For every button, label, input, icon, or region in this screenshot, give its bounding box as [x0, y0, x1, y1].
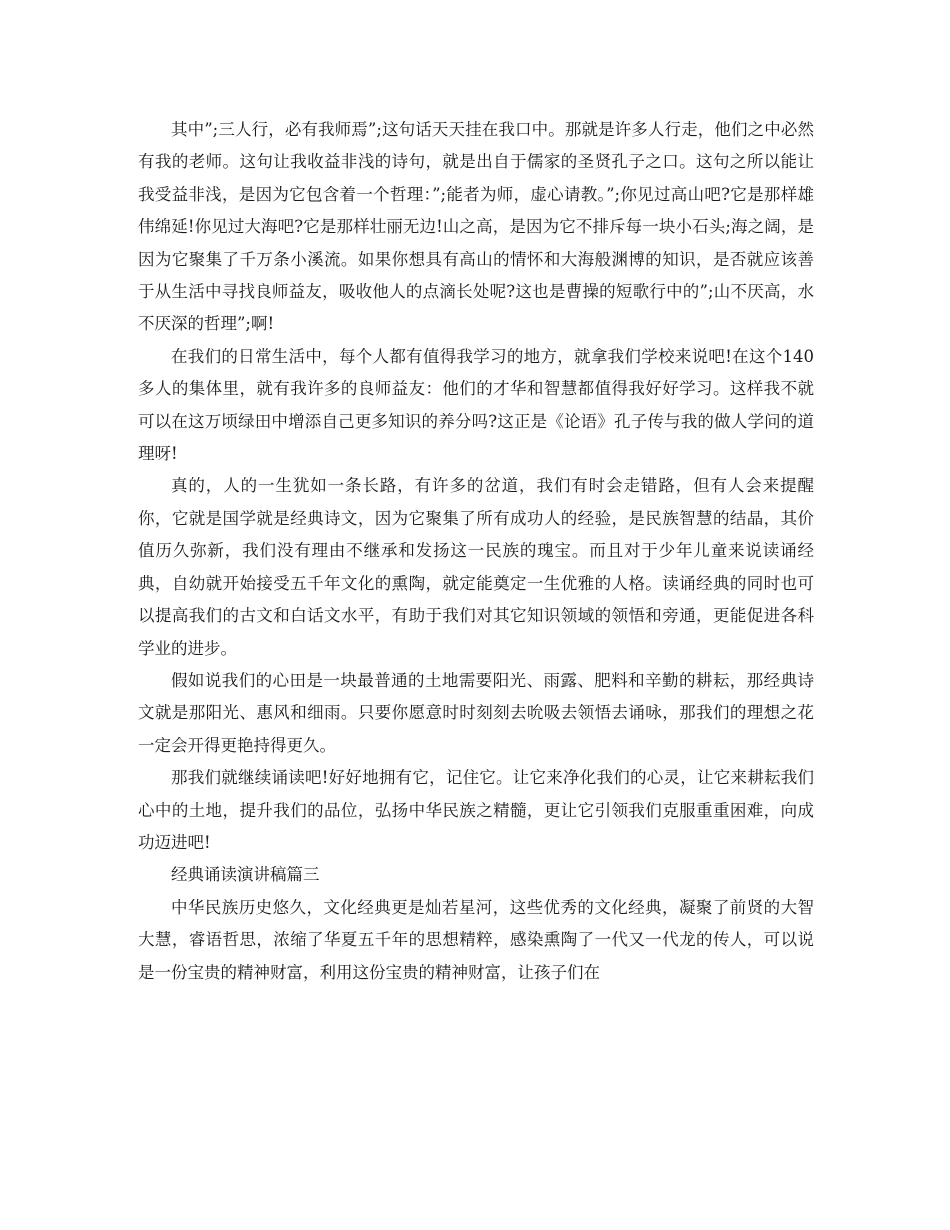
section-title: 经典诵读演讲稿篇三: [171, 865, 320, 885]
paragraph-1: 其中”;三人行，必有我师焉”;这句话天天挂在我口中。那就是许多人行走，他们之中必然有我的老师。这句让我收益非浅的诗句，就是出自于儒家的圣贤孔子之口。这句之所以能让我受益非浅，是因为它包含着一个哲理：”;能者为师，虚心请教。”;你见过高山吧?它是那样雄伟绵延!你见过大海吧?它是那样壮丽无边!山之高，是因为它不排斥每一块小石头;海之阔，是因为它聚集了千万条小溪流。如果你想具有高山的情怀和大海般渊博的知识，是否就应该善于从生活中寻找良师益友，吸收他人的点滴长处呢?这也是曹操的短歌行中的”;山不厌高，水不厌深的哲理”;啊!: [138, 120, 814, 334]
paragraph-4: 假如说我们的心田是一块最普通的土地需要阳光、雨露、肥料和辛勤的耕耘，那经典诗文就是那阳光、惠风和细雨。只要你愿意时时刻刻去吮吸去领悟去诵咏，那我们的理想之花一定会开得更艳持得更久。: [138, 670, 814, 755]
paragraph-3: 真的，人的一生犹如一条长路，有许多的岔道，我们有时会走错路，但有人会来提醒你，它就是国学就是经典诗文，因为它聚集了所有成功人的经验，是民族智慧的结晶，其价值历久弥新，我们没有理由不继承和发扬这一民族的瑰宝。而且对于少年儿童来说读诵经典，自幼就开始接受五千年文化的熏陶，就定能奠定一生优雅的人格。读诵经典的同时也可以提高我们的古文和白话文水平，有助于我们对其它知识领域的领悟和旁通，更能促进各科学业的进步。: [138, 476, 814, 658]
paragraph-2: 在我们的日常生活中，每个人都有值得我学习的地方，就拿我们学校来说吧!在这个140多人的集体里，就有我许多的良师益友：他们的才华和智慧都值得我好好学习。这样我不就可以在这万顷绿田中增添自己更多知识的养分吗?这正是《论语》孔子传与我的做人学问的道理呀!: [138, 346, 814, 464]
document-page: [138, 114, 814, 989]
paragraph-5: 那我们就继续诵读吧!好好地拥有它，记住它。让它来净化我们的心灵，让它来耕耘我们心中的土地，提升我们的品位，弘扬中华民族之精髓，更让它引领我们克服重重困难，向成功迈进吧!: [138, 768, 814, 852]
paragraph-6: 中华民族历史悠久，文化经典更是灿若星河，这些优秀的文化经典，凝聚了前贤的大智大慧，睿语哲思，浓缩了华夏五千年的思想精粹，感染熏陶了一代又一代龙的传人，可以说是一份宝贵的精神财富，利用这份宝贵的精神财富，让孩子们在: [138, 897, 814, 982]
